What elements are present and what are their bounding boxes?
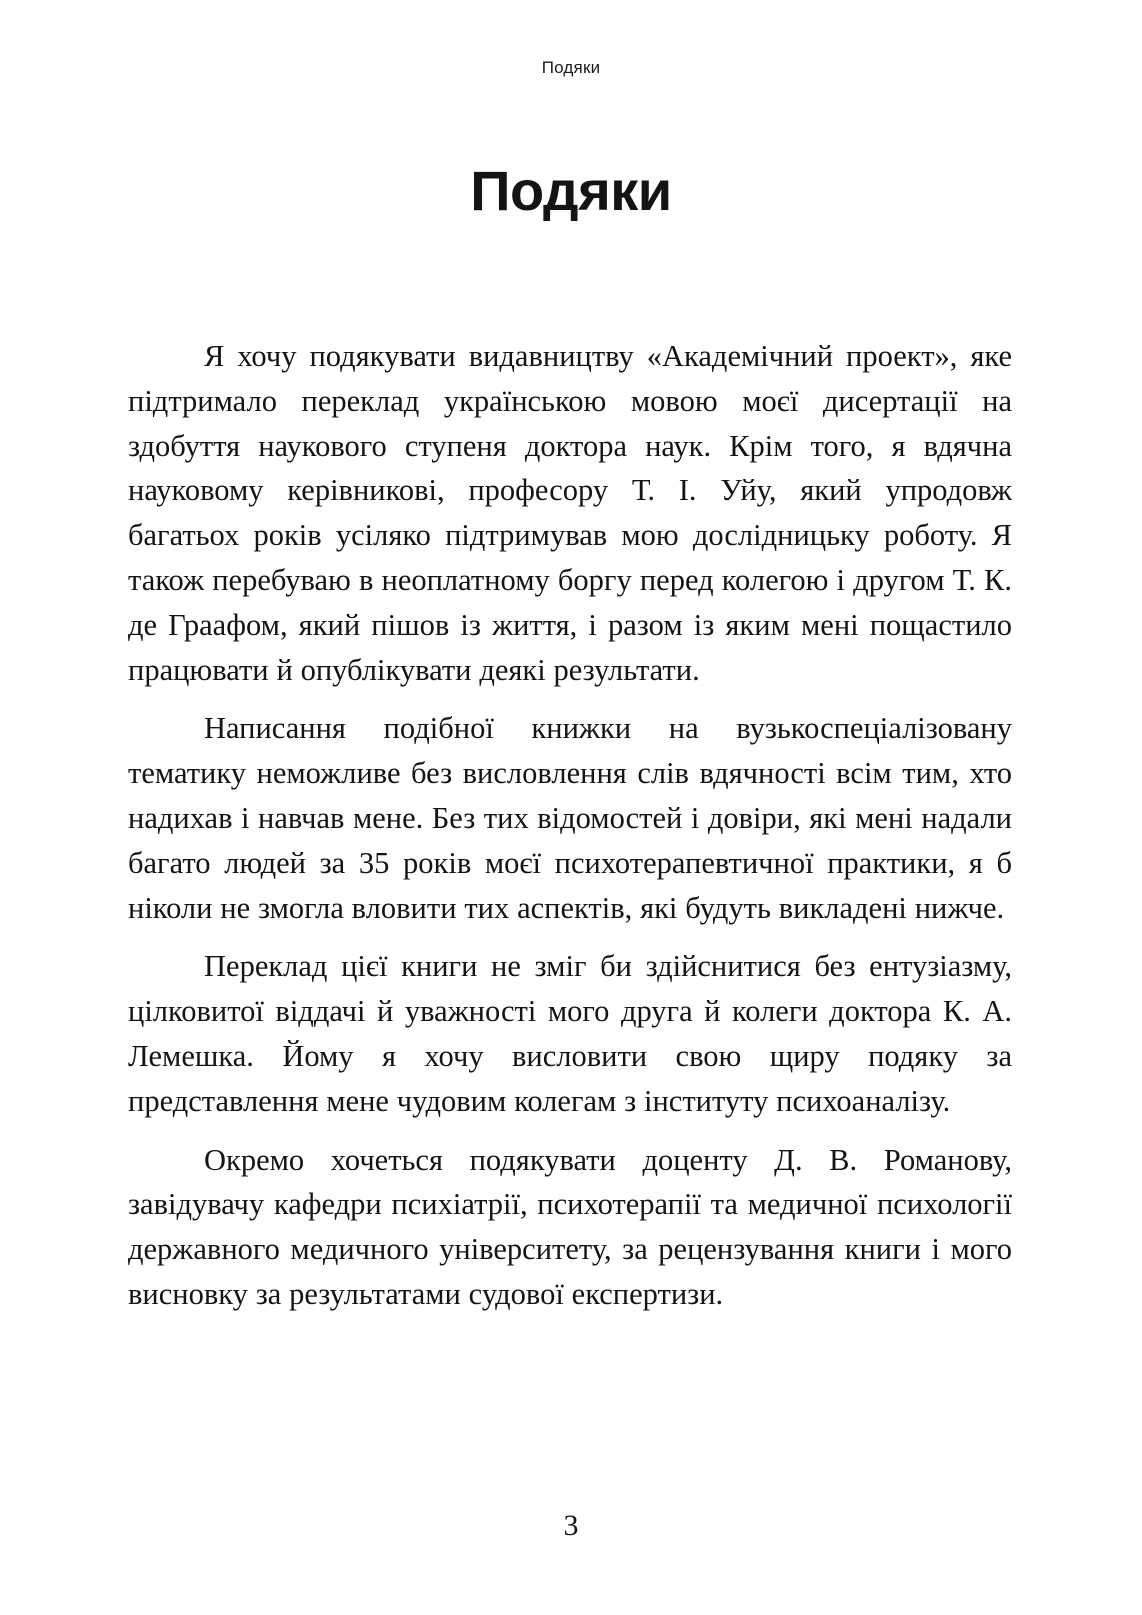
paragraph: Написання подібної книжки на вузькоспеціалізовану тематику неможливе без висловлення слів вдячності всім тим, хто надихав і навчав мене. Без тих відомостей і довіри, які мені надали багато людей за 35 років моєї психотерапевтичної практики, я б ніколи не змогла вловити тих аспектів, які будуть викладені нижче.: [128, 711, 1012, 925]
running-header: Подяки: [541, 58, 601, 77]
body-text-block: [128, 334, 1012, 1317]
paragraph: Я хочу подякувати видавництву «Академічний проект», яке підтримало переклад українською мовою моєї дисертації на здобуття наукового ступеня доктора наук. Крім того, я вдячна науковому керівникові, професору Т. І. Уйу, який упродовж багатьох років усіляко підтримував мою дослідницьку роботу. Я також перебуваю в неоплатному боргу перед колегою і другом Т. К. де Граафом, який пішов із життя, і разом із яким мені пощастило працювати й опублікувати деякі результати.: [128, 339, 1012, 687]
page-title: Подяки: [470, 158, 672, 222]
page-number: 3: [563, 1509, 579, 1542]
paragraph: Окремо хочеться подякувати доценту Д. В. Романову, завідувачу кафедри психіатрії, психотерапії та медичної психології державного медичного університету, за рецензування книги і мого висновку за результатами судової експертизи.: [128, 1142, 1012, 1311]
paragraph: Переклад цієї книги не зміг би здійснитися без ентузіазму, цілковитої віддачі й уважності мого друга й колеги доктора К. А. Лемешка. Йому я хочу висловити свою щиру подяку за представлення мене чудовим колегам з інституту психоаналізу.: [128, 949, 1012, 1118]
